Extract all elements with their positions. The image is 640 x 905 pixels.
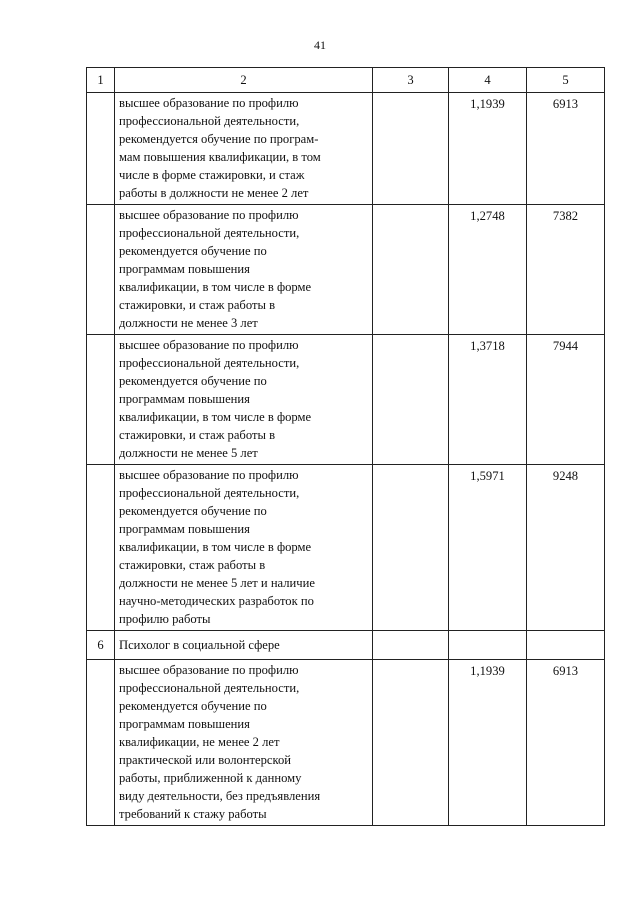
salary-value: 7944: [527, 335, 605, 465]
row-index-cell: [87, 93, 115, 205]
column-3-cell: [373, 465, 449, 631]
coefficient-value: 1,1939: [449, 93, 527, 205]
salary-value: 7382: [527, 205, 605, 335]
section-header-row: [87, 631, 605, 660]
qualification-description: высшее образование по профилю профессиональной деятельности, рекомендуется обучение по программам повышения квалификации, не менее 2 лет практической или волонтерской работы, приближенной к данному виду деятельности, без предъявления требований к стажу работы: [115, 660, 373, 826]
section-index: 6: [87, 631, 115, 660]
table-row: [87, 93, 605, 205]
section-title: Психолог в социальной сфере: [115, 631, 373, 660]
qualification-description: высшее образование по профилю профессиональной деятельности, рекомендуется обучение по програм- мам повышения квалификации, в том числе в форме стажировки, и стаж работы в должности не менее 2 лет: [115, 93, 373, 205]
row-index-cell: [87, 660, 115, 826]
column-3-cell: [373, 631, 449, 660]
table-row: [87, 335, 605, 465]
salary-value: 9248: [527, 465, 605, 631]
coefficient-value: 1,3718: [449, 335, 527, 465]
coefficient-value: 1,1939: [449, 660, 527, 826]
row-index-cell: [87, 205, 115, 335]
salary-value: 6913: [527, 660, 605, 826]
coefficient-value: 1,5971: [449, 465, 527, 631]
qualification-salary-table: [86, 67, 605, 826]
table-row: [87, 205, 605, 335]
row-index-cell: [87, 335, 115, 465]
column-3-cell: [373, 335, 449, 465]
header-cell-1: 1: [87, 68, 115, 93]
header-cell-2: 2: [115, 68, 373, 93]
header-cell-4: 4: [449, 68, 527, 93]
row-index-cell: [87, 465, 115, 631]
table-header-row: [87, 68, 605, 93]
qualification-description: высшее образование по профилю профессиональной деятельности, рекомендуется обучение по программам повышения квалификации, в том числе в форме стажировки, и стаж работы в должности не менее 3 лет: [115, 205, 373, 335]
table-row: [87, 465, 605, 631]
header-cell-3: 3: [373, 68, 449, 93]
qualification-description: высшее образование по профилю профессиональной деятельности, рекомендуется обучение по программам повышения квалификации, в том числе в форме стажировки, стаж работы в должности не менее 5 лет и наличие научно-методических разработок по профилю работы: [115, 465, 373, 631]
qualification-description: высшее образование по профилю профессиональной деятельности, рекомендуется обучение по программам повышения квалификации, в том числе в форме стажировки, и стаж работы в должности не менее 5 лет: [115, 335, 373, 465]
salary-value: [527, 631, 605, 660]
column-3-cell: [373, 205, 449, 335]
salary-value: 6913: [527, 93, 605, 205]
page-number: 41: [314, 38, 326, 52]
table-row: [87, 660, 605, 826]
header-cell-5: 5: [527, 68, 605, 93]
column-3-cell: [373, 660, 449, 826]
column-3-cell: [373, 93, 449, 205]
coefficient-value: 1,2748: [449, 205, 527, 335]
coefficient-value: [449, 631, 527, 660]
